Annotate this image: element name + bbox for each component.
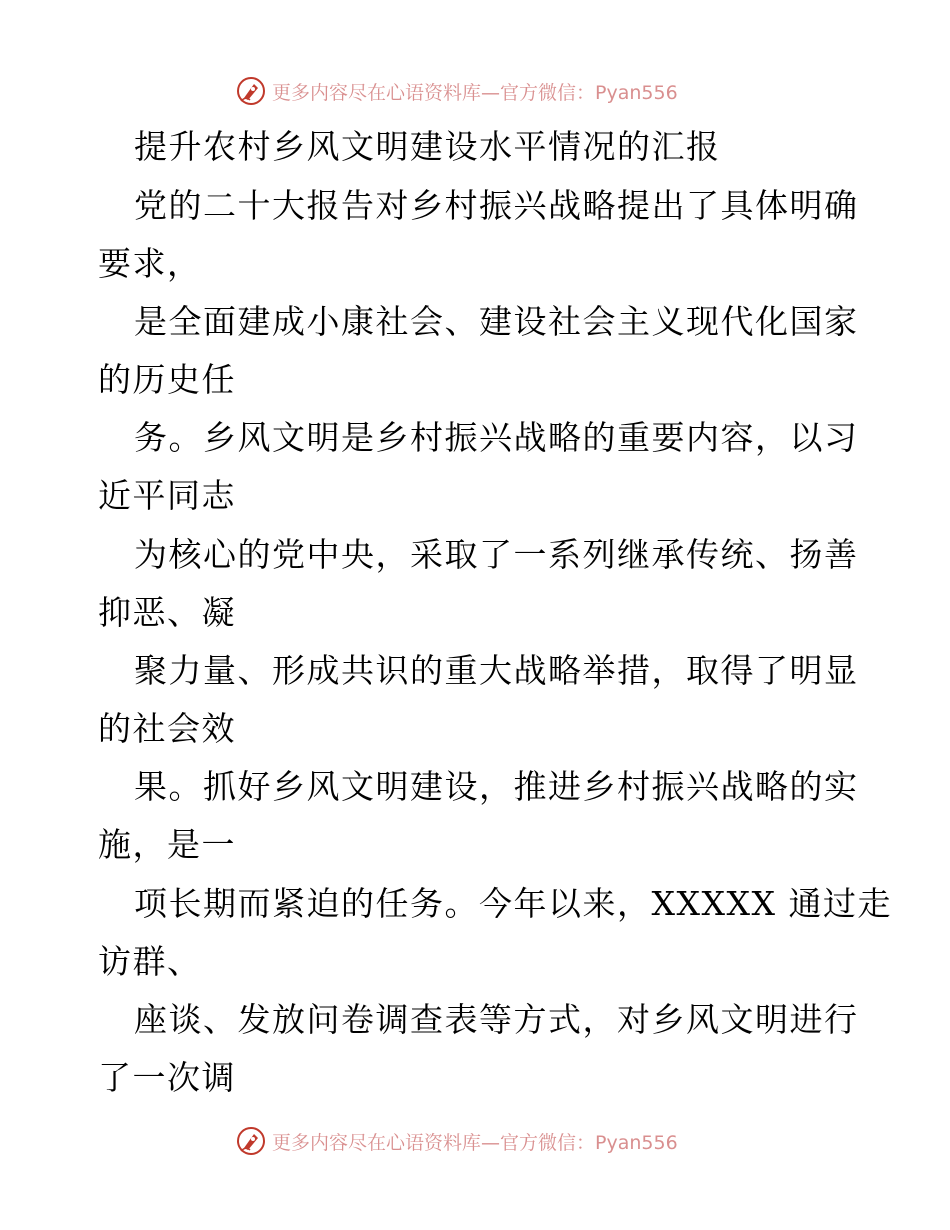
body-line: 务。乡风文明是乡村振兴战略的重要内容，以习: [134, 418, 859, 457]
body-line: 抑恶、凝: [98, 593, 236, 632]
body-line: 的历史任: [98, 360, 236, 399]
pen-nib-logo-icon: [236, 76, 266, 106]
body-line: 要求，: [98, 244, 202, 283]
body-line: 近平同志: [98, 476, 236, 515]
body-line: 施，是一: [98, 825, 236, 864]
body-line: 果。抓好乡风文明建设，推进乡村振兴战略的实: [134, 767, 859, 806]
document-title: 提升农村乡风文明建设水平情况的汇报: [134, 127, 721, 166]
body-line: 为核心的党中央，采取了一系列继承传统、扬善: [134, 535, 859, 574]
footer-watermark: [236, 1124, 678, 1158]
body-line: 聚力量、形成共识的重大战略举措，取得了明显: [134, 651, 859, 690]
body-line: 座谈、发放问卷调查表等方式，对乡风文明进行: [134, 1000, 859, 1039]
watermark-text: 更多内容尽在心语资料库—官方微信：Pyan556: [272, 1131, 678, 1154]
body-line: 党的二十大报告对乡村振兴战略提出了具体明确: [134, 186, 859, 225]
body-line: 是全面建成小康社会、建设社会主义现代化国家: [134, 302, 859, 341]
body-line: 的社会效: [98, 709, 236, 748]
body-line: 访群、: [98, 942, 202, 981]
body-line: 了一次调: [98, 1058, 236, 1097]
body-line: 项长期而紧迫的任务。今年以来，XXXXX 通过走: [134, 884, 892, 923]
pen-nib-logo-icon: [236, 1126, 266, 1156]
header-watermark: [236, 74, 678, 108]
watermark-text: 更多内容尽在心语资料库—官方微信：Pyan556: [272, 81, 678, 104]
